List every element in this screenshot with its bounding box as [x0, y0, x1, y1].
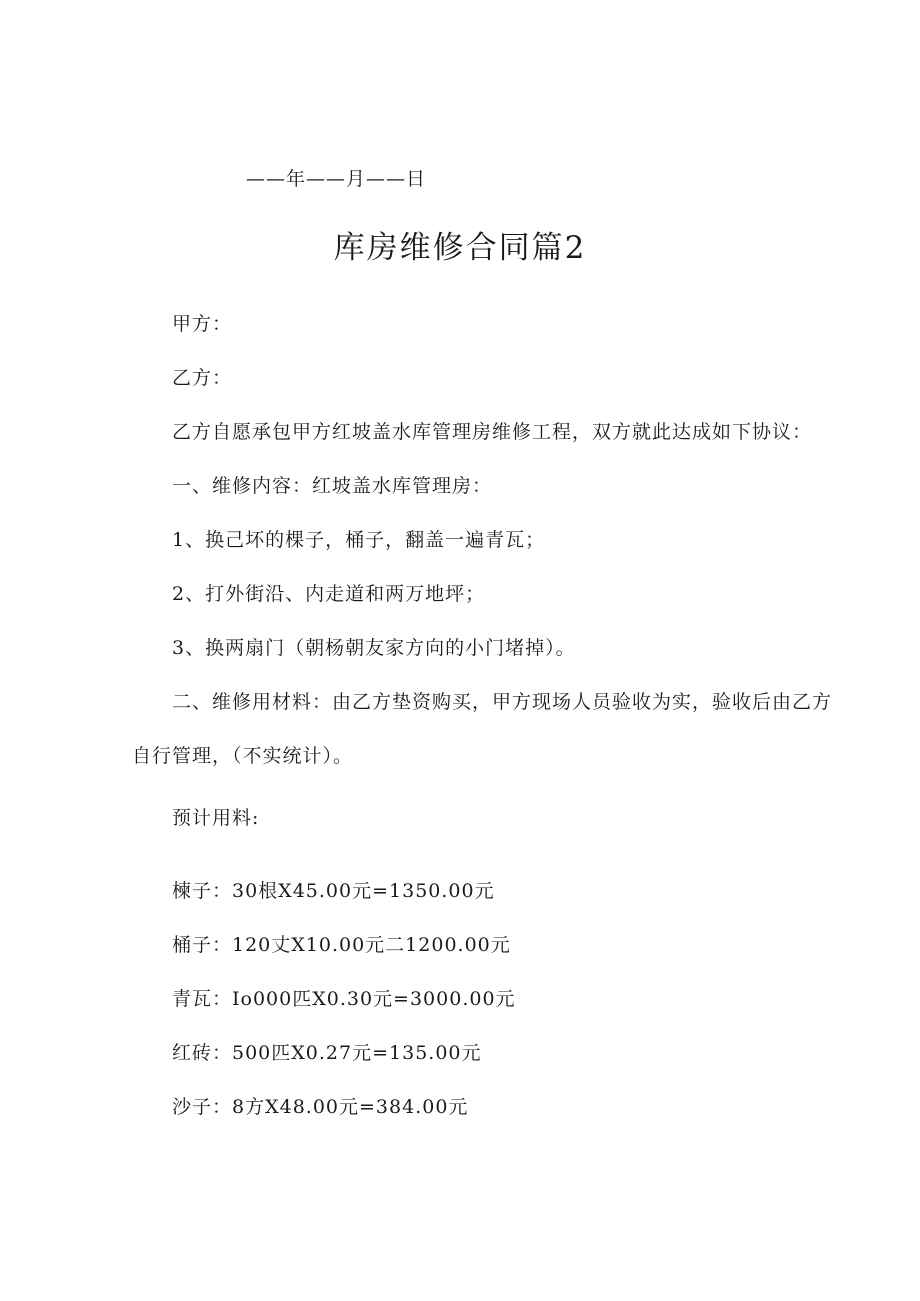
material-item: 红砖：500匹X0.27元=135.00元: [172, 1042, 482, 1064]
intro-paragraph: 乙方自愿承包甲方红坡盖水库管理房维修工程，双方就此达成如下协议：: [172, 421, 813, 443]
materials-heading: 预计用料:: [172, 807, 260, 829]
item-3: 3、换两扇门（朝杨朝友家方向的小门堵掉）。: [172, 637, 576, 659]
section2-line-1: 二、维修用材料：由乙方垫资购买，甲方现场人员验收为实，验收后由乙方: [172, 691, 833, 713]
material-item: 楝子：30根X45.00元=1350.00元: [172, 880, 495, 902]
section1-heading: 一、维修内容：红坡盖水库管理房：: [172, 475, 493, 497]
section2-line-2: 自行管理，（不实统计）。: [132, 745, 354, 767]
document-title: 库房维修合同篇2: [333, 230, 587, 266]
date-line: ——年——月——日: [246, 168, 427, 190]
party-b-label: 乙方：: [172, 367, 233, 389]
material-item: 青瓦：Io000匹X0.30元=3000.00元: [172, 988, 516, 1010]
material-item: 沙子：8方X48.00元=384.00元: [172, 1096, 469, 1118]
party-a-label: 甲方：: [172, 313, 233, 335]
item-2: 2、打外街沿、内走道和两万地坪；: [172, 583, 486, 605]
item-1: 1、换己坏的棵子，桶子，翻盖一遍青瓦；: [172, 529, 546, 551]
material-item: 桶子：120丈X10.00元二1200.00元: [172, 934, 511, 956]
